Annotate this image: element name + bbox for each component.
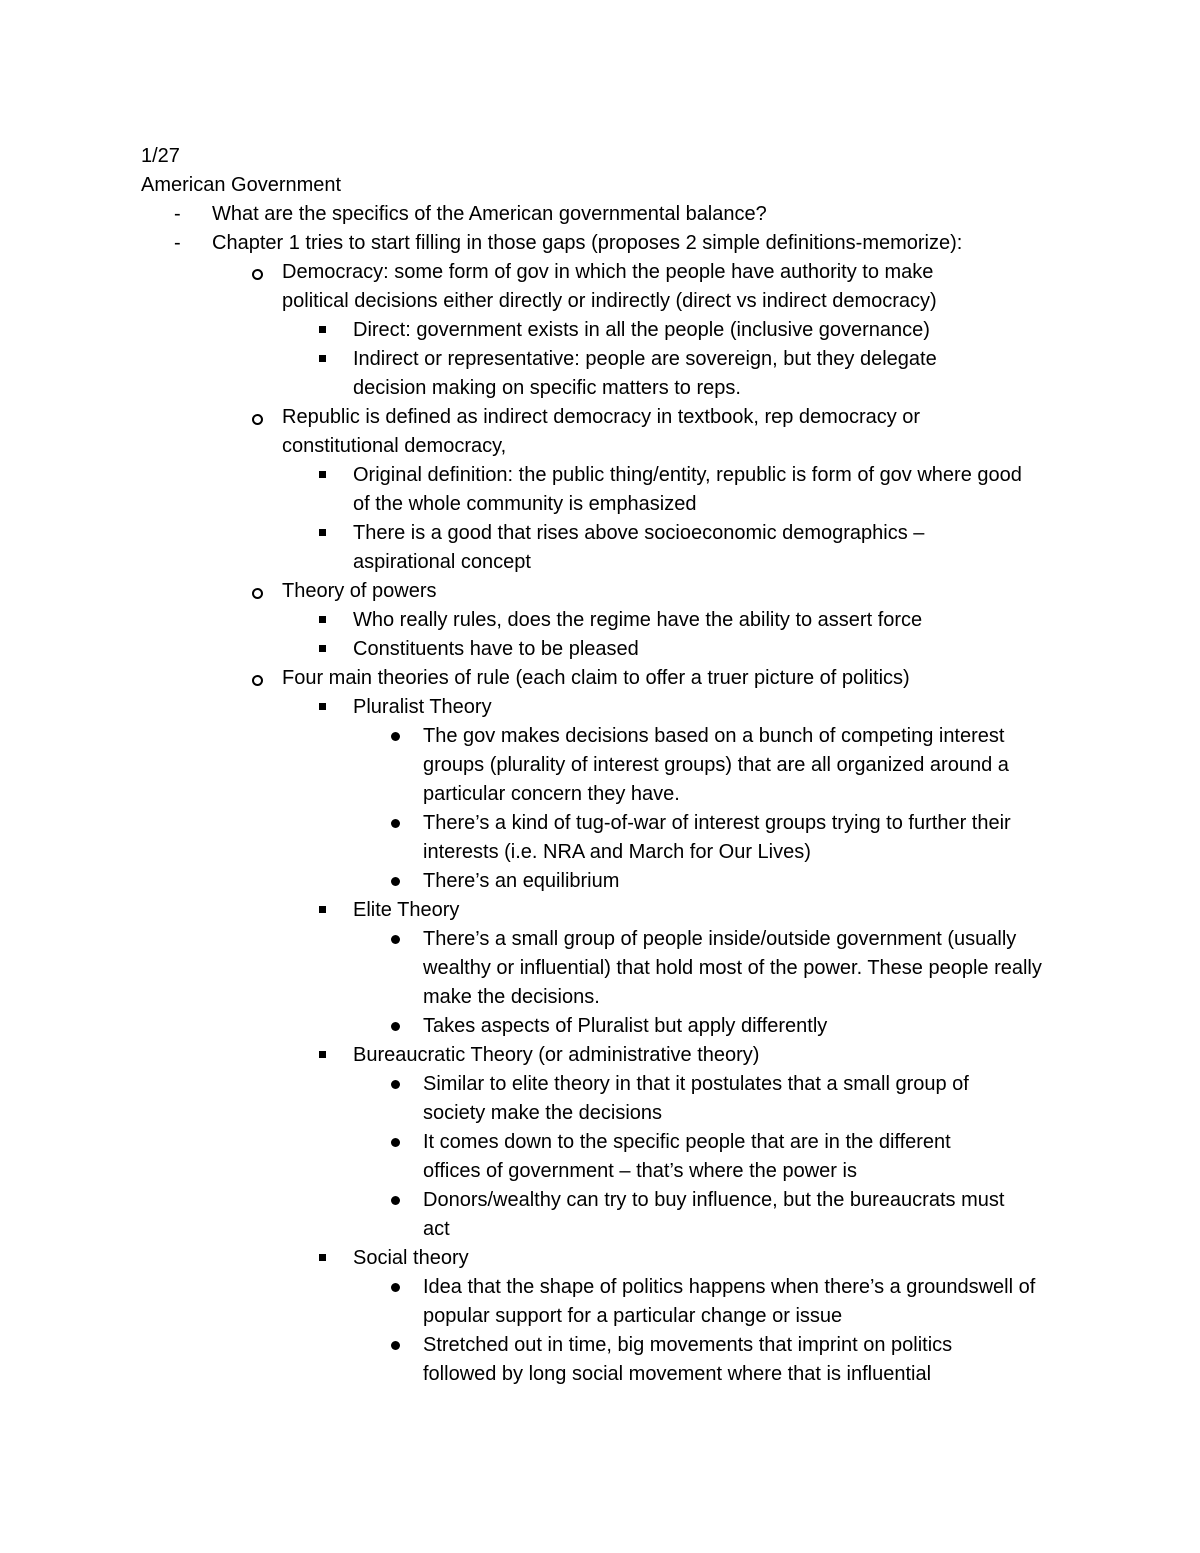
outline-item: [141, 577, 1100, 606]
outline-item-text: Republic is defined as indirect democracy in textbook, rep democracy or constitutional democracy,: [282, 406, 921, 457]
outline-item: [141, 200, 1100, 229]
outline-item: [141, 519, 1100, 577]
dot-bullet-icon: [391, 1022, 400, 1031]
square-bullet-icon: [319, 355, 326, 362]
outline-item-text: Elite Theory: [353, 899, 460, 921]
outline-item-text: Four main theories of rule (each claim to offer a truer picture of politics): [282, 667, 910, 689]
outline-item-text: The gov makes decisions based on a bunch of competing interest groups (plurality of interest groups) that are all organized around a particular concern they have.: [423, 725, 1009, 805]
outline-item-text: Bureaucratic Theory (or administrative theory): [353, 1044, 760, 1066]
outline-item-text: Who really rules, does the regime have the ability to assert force: [353, 609, 923, 631]
dot-bullet-icon: [391, 819, 400, 828]
square-bullet-icon: [319, 1051, 326, 1058]
outline-item-text: What are the specifics of the American governmental balance?: [212, 203, 767, 225]
note-date: 1/27: [141, 145, 180, 167]
dot-bullet-icon: [391, 1138, 400, 1147]
dot-bullet-icon: [391, 1196, 400, 1205]
outline-item-text: Chapter 1 tries to start filling in those gaps (proposes 2 simple definitions-memorize):: [212, 232, 963, 254]
outline-item-text: There’s a kind of tug-of-war of interest groups trying to further their interests (i.e. NRA and March for Our Lives): [423, 812, 1011, 863]
dot-bullet-icon: [391, 877, 400, 886]
square-bullet-icon: [319, 703, 326, 710]
outline-item-text: Direct: government exists in all the people (inclusive governance): [353, 319, 930, 341]
outline-item-text: Takes aspects of Pluralist but apply differently: [423, 1015, 828, 1037]
outline-item: [141, 1070, 1100, 1128]
outline-item: [141, 1186, 1100, 1244]
hollow-circle-bullet-icon: [252, 675, 263, 686]
square-bullet-icon: [319, 326, 326, 333]
outline-item-text: It comes down to the specific people that are in the different offices of government – that’s where the power is: [423, 1131, 951, 1182]
square-bullet-icon: [319, 1254, 326, 1261]
outline-item: [141, 345, 1100, 403]
outline-item: [141, 693, 1100, 722]
outline-item-text: Original definition: the public thing/entity, republic is form of gov where good of the whole community is emphasized: [353, 464, 1022, 515]
square-bullet-icon: [319, 616, 326, 623]
outline-item: [141, 635, 1100, 664]
outline-item-text: There’s a small group of people inside/outside government (usually wealthy or influential) that hold most of the power. These people really make the decisions.: [423, 928, 1042, 1008]
outline-item: [141, 1128, 1100, 1186]
outline-item-text: Similar to elite theory in that it postulates that a small group of society make the decisions: [423, 1073, 969, 1124]
outline-item-text: Pluralist Theory: [353, 696, 492, 718]
outline-item-text: Social theory: [353, 1247, 469, 1269]
outline-item: [141, 1244, 1100, 1273]
outline-item: [141, 722, 1100, 809]
square-bullet-icon: [319, 645, 326, 652]
dot-bullet-icon: [391, 935, 400, 944]
square-bullet-icon: [319, 529, 326, 536]
hollow-circle-bullet-icon: [252, 269, 263, 280]
outline-item: [141, 461, 1100, 519]
outline-item: [141, 403, 1100, 461]
outline-item: [141, 1331, 1100, 1389]
dot-bullet-icon: [391, 1283, 400, 1292]
notes-content: [141, 142, 1100, 1389]
outline-item: [141, 925, 1100, 1012]
outline-item-text: Theory of powers: [282, 580, 437, 602]
outline-item: [141, 664, 1100, 693]
outline-item-text: Stretched out in time, big movements that imprint on politics followed by long social movement where that is influential: [423, 1334, 953, 1385]
dot-bullet-icon: [391, 1341, 400, 1350]
outline-item: [141, 1273, 1100, 1331]
dot-bullet-icon: [391, 1080, 400, 1089]
outline-item: [141, 316, 1100, 345]
square-bullet-icon: [319, 471, 326, 478]
dash-bullet-icon: -: [174, 232, 181, 254]
hollow-circle-bullet-icon: [252, 414, 263, 425]
hollow-circle-bullet-icon: [252, 588, 263, 599]
outline-item: [141, 606, 1100, 635]
outline-item: [141, 258, 1100, 316]
note-title: American Government: [141, 174, 342, 196]
outline-item-text: Democracy: some form of gov in which the people have authority to make political decisions either directly or indirectly (direct vs indirect democracy): [282, 261, 937, 312]
square-bullet-icon: [319, 906, 326, 913]
outline-item-text: Constituents have to be pleased: [353, 638, 639, 660]
dot-bullet-icon: [391, 732, 400, 741]
outline: [141, 200, 1100, 1389]
outline-item-text: Idea that the shape of politics happens when there’s a groundswell of popular support for a particular change or issue: [423, 1276, 1036, 1327]
outline-item: [141, 896, 1100, 925]
outline-item: [141, 229, 1100, 258]
dash-bullet-icon: -: [174, 203, 181, 225]
outline-item: [141, 1012, 1100, 1041]
outline-item: [141, 809, 1100, 867]
outline-item-text: There is a good that rises above socioeconomic demographics – aspirational concept: [353, 522, 925, 573]
outline-item-text: There’s an equilibrium: [423, 870, 620, 892]
outline-item-text: Donors/wealthy can try to buy influence, but the bureaucrats must act: [423, 1189, 1005, 1240]
outline-item-text: Indirect or representative: people are sovereign, but they delegate decision making on specific matters to reps.: [353, 348, 937, 399]
outline-item: [141, 1041, 1100, 1070]
outline-item: [141, 867, 1100, 896]
